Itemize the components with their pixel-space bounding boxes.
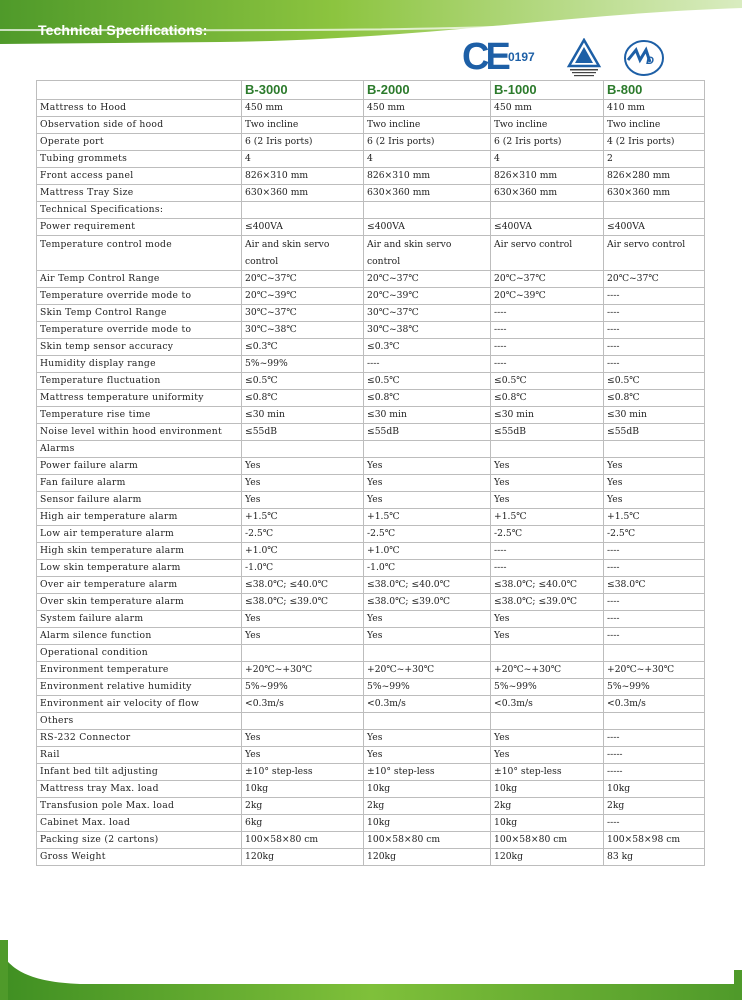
spec-value-cell: Yes bbox=[364, 747, 491, 764]
table-row bbox=[37, 271, 705, 288]
spec-value-cell: +1.5℃ bbox=[364, 509, 491, 526]
footer-band bbox=[0, 940, 742, 1000]
spec-value-cell: 100×58×80 cm bbox=[242, 832, 364, 849]
table-row bbox=[37, 713, 705, 730]
spec-value-cell: ±10° step-less bbox=[491, 764, 604, 781]
spec-value-cell: ≤55dB bbox=[364, 424, 491, 441]
spec-value-cell: ---- bbox=[491, 339, 604, 356]
spec-value-cell: 30℃~37℃ bbox=[364, 305, 491, 322]
spec-label-cell: Operate port bbox=[37, 134, 242, 151]
table-row bbox=[37, 356, 705, 373]
spec-label-cell: Alarm silence function bbox=[37, 628, 242, 645]
spec-value-cell: +20℃~+30℃ bbox=[242, 662, 364, 679]
spec-value-cell: ≤30 min bbox=[242, 407, 364, 424]
spec-value-cell: ---- bbox=[364, 356, 491, 373]
header-cell-b800: B-800 bbox=[604, 81, 705, 100]
ce-mark-logo: CE bbox=[462, 36, 507, 78]
spec-value-cell: 4 bbox=[242, 151, 364, 168]
spec-label-cell: Power requirement bbox=[37, 219, 242, 236]
spec-value-cell: ≤0.5℃ bbox=[242, 373, 364, 390]
spec-value-cell: Yes bbox=[242, 492, 364, 509]
spec-value-cell: 450 mm bbox=[491, 100, 604, 117]
table-row bbox=[37, 475, 705, 492]
spec-label-cell: Mattress Tray Size bbox=[37, 185, 242, 202]
spec-label-cell: Air Temp Control Range bbox=[37, 271, 242, 288]
spec-value-cell: ≤30 min bbox=[364, 407, 491, 424]
spec-value-cell: Yes bbox=[604, 475, 705, 492]
spec-value-cell: ≤0.3℃ bbox=[364, 339, 491, 356]
header-cell-b2000: B-2000 bbox=[364, 81, 491, 100]
spec-label-cell: Low air temperature alarm bbox=[37, 526, 242, 543]
spec-value-cell: Two incline bbox=[604, 117, 705, 134]
spec-value-cell: Yes bbox=[242, 458, 364, 475]
table-row bbox=[37, 441, 705, 458]
spec-value-cell: ≤0.5℃ bbox=[491, 373, 604, 390]
spec-value-cell: ≤38.0℃; ≤39.0℃ bbox=[491, 594, 604, 611]
spec-label-cell: Skin temp sensor accuracy bbox=[37, 339, 242, 356]
table-row bbox=[37, 849, 705, 866]
spec-value-cell: +20℃~+30℃ bbox=[491, 662, 604, 679]
spec-value-cell: Yes bbox=[491, 492, 604, 509]
spec-value-cell: Yes bbox=[604, 458, 705, 475]
spec-value-cell: 20℃~39℃ bbox=[364, 288, 491, 305]
spec-value-cell bbox=[364, 713, 491, 730]
spec-value-cell: 2kg bbox=[364, 798, 491, 815]
table-row bbox=[37, 730, 705, 747]
md-logo bbox=[622, 38, 666, 78]
spec-label-cell: Infant bed tilt adjusting bbox=[37, 764, 242, 781]
spec-value-cell: Yes bbox=[604, 492, 705, 509]
spec-table-body bbox=[37, 100, 705, 866]
spec-value-cell: 120kg bbox=[491, 849, 604, 866]
spec-value-cell: 5%~99% bbox=[604, 679, 705, 696]
spec-label-cell: System failure alarm bbox=[37, 611, 242, 628]
spec-table bbox=[36, 80, 705, 866]
spec-value-cell: -2.5℃ bbox=[364, 526, 491, 543]
spec-value-cell: 100×58×80 cm bbox=[364, 832, 491, 849]
table-row bbox=[37, 696, 705, 713]
spec-value-cell: ---- bbox=[491, 322, 604, 339]
spec-value-cell: <0.3m/s bbox=[491, 696, 604, 713]
spec-value-cell bbox=[364, 441, 491, 458]
spec-value-cell: 630×360 mm bbox=[491, 185, 604, 202]
spec-value-cell: ≤0.5℃ bbox=[604, 373, 705, 390]
spec-label-cell: Front access panel bbox=[37, 168, 242, 185]
spec-value-cell: 20℃~37℃ bbox=[242, 271, 364, 288]
spec-label-cell: Over skin temperature alarm bbox=[37, 594, 242, 611]
spec-value-cell: 10kg bbox=[604, 781, 705, 798]
table-row bbox=[37, 594, 705, 611]
spec-label-cell: Sensor failure alarm bbox=[37, 492, 242, 509]
spec-value-cell: 2kg bbox=[491, 798, 604, 815]
table-row bbox=[37, 492, 705, 509]
spec-value-cell: ≤0.8℃ bbox=[364, 390, 491, 407]
spec-value-cell: ---- bbox=[604, 815, 705, 832]
spec-value-cell: Yes bbox=[364, 492, 491, 509]
spec-value-cell: 6kg bbox=[242, 815, 364, 832]
spec-label-cell: High air temperature alarm bbox=[37, 509, 242, 526]
table-row bbox=[37, 339, 705, 356]
spec-value-cell: 630×360 mm bbox=[242, 185, 364, 202]
spec-label-cell: Transfusion pole Max. load bbox=[37, 798, 242, 815]
spec-value-cell bbox=[242, 202, 364, 219]
spec-value-cell: ---- bbox=[491, 356, 604, 373]
spec-value-cell: ≤0.8℃ bbox=[491, 390, 604, 407]
spec-value-cell: -2.5℃ bbox=[242, 526, 364, 543]
spec-value-cell: ---- bbox=[491, 305, 604, 322]
table-row bbox=[37, 219, 705, 236]
spec-label-cell: Mattress to Hood bbox=[37, 100, 242, 117]
spec-label-cell: Mattress temperature uniformity bbox=[37, 390, 242, 407]
spec-value-cell: +1.5℃ bbox=[491, 509, 604, 526]
spec-value-cell: 83 kg bbox=[604, 849, 705, 866]
spec-value-cell: 450 mm bbox=[364, 100, 491, 117]
table-row bbox=[37, 509, 705, 526]
spec-value-cell bbox=[242, 645, 364, 662]
spec-label-cell: Power failure alarm bbox=[37, 458, 242, 475]
spec-value-cell: Yes bbox=[491, 730, 604, 747]
header-cell-b3000: B-3000 bbox=[242, 81, 364, 100]
table-row bbox=[37, 305, 705, 322]
spec-value-cell: ±10° step-less bbox=[364, 764, 491, 781]
spec-value-cell: +1.0℃ bbox=[364, 543, 491, 560]
spec-value-cell: Yes bbox=[242, 475, 364, 492]
spec-value-cell: 450 mm bbox=[242, 100, 364, 117]
spec-value-cell: ≤38.0℃; ≤40.0℃ bbox=[242, 577, 364, 594]
spec-value-cell: <0.3m/s bbox=[242, 696, 364, 713]
spec-value-cell: ≤55dB bbox=[604, 424, 705, 441]
spec-value-cell bbox=[242, 441, 364, 458]
table-row bbox=[37, 390, 705, 407]
table-row bbox=[37, 526, 705, 543]
spec-value-cell: ---- bbox=[604, 543, 705, 560]
header-cell-b1000: B-1000 bbox=[491, 81, 604, 100]
spec-value-cell: 826×310 mm bbox=[491, 168, 604, 185]
spec-value-cell: 10kg bbox=[364, 815, 491, 832]
spec-value-cell: Yes bbox=[491, 458, 604, 475]
spec-label-cell: Environment air velocity of flow bbox=[37, 696, 242, 713]
spec-value-cell bbox=[604, 441, 705, 458]
table-row bbox=[37, 424, 705, 441]
spec-value-cell: Yes bbox=[242, 730, 364, 747]
spec-value-cell bbox=[364, 645, 491, 662]
spec-value-cell: +1.5℃ bbox=[242, 509, 364, 526]
spec-value-cell bbox=[491, 645, 604, 662]
spec-value-cell: 10kg bbox=[491, 815, 604, 832]
table-row bbox=[37, 781, 705, 798]
spec-value-cell: 4 bbox=[364, 151, 491, 168]
spec-value-cell: ---- bbox=[491, 560, 604, 577]
spec-label-cell: Cabinet Max. load bbox=[37, 815, 242, 832]
spec-value-cell: 100×58×98 cm bbox=[604, 832, 705, 849]
spec-label-cell: Over air temperature alarm bbox=[37, 577, 242, 594]
spec-label-cell: Fan failure alarm bbox=[37, 475, 242, 492]
spec-value-cell: 30℃~37℃ bbox=[242, 305, 364, 322]
spec-label-cell: Humidity display range bbox=[37, 356, 242, 373]
table-row bbox=[37, 679, 705, 696]
spec-value-cell: ≤400VA bbox=[604, 219, 705, 236]
table-header-row bbox=[37, 81, 705, 100]
spec-value-cell bbox=[364, 202, 491, 219]
spec-value-cell: ≤38.0℃; ≤40.0℃ bbox=[491, 577, 604, 594]
tuv-logo bbox=[565, 38, 603, 78]
table-row bbox=[37, 662, 705, 679]
spec-label-cell: Environment relative humidity bbox=[37, 679, 242, 696]
table-row bbox=[37, 117, 705, 134]
spec-value-cell: Yes bbox=[364, 458, 491, 475]
spec-value-cell: ---- bbox=[604, 356, 705, 373]
spec-value-cell: ----- bbox=[604, 747, 705, 764]
spec-value-cell: 826×310 mm bbox=[242, 168, 364, 185]
spec-value-cell: ≤400VA bbox=[364, 219, 491, 236]
spec-label-cell: Temperature control mode bbox=[37, 236, 242, 271]
table-row bbox=[37, 611, 705, 628]
spec-value-cell: ---- bbox=[604, 305, 705, 322]
spec-value-cell: 4 bbox=[491, 151, 604, 168]
spec-value-cell: 120kg bbox=[242, 849, 364, 866]
spec-value-cell: 4 (2 Iris ports) bbox=[604, 134, 705, 151]
header-cell bbox=[37, 81, 242, 100]
spec-value-cell: 6 (2 Iris ports) bbox=[364, 134, 491, 151]
spec-value-cell: ≤0.8℃ bbox=[242, 390, 364, 407]
spec-value-cell: ≤55dB bbox=[242, 424, 364, 441]
spec-label-cell: Environment temperature bbox=[37, 662, 242, 679]
spec-value-cell: 6 (2 Iris ports) bbox=[491, 134, 604, 151]
spec-value-cell: 630×360 mm bbox=[364, 185, 491, 202]
spec-label-cell: Technical Specifications: bbox=[37, 202, 242, 219]
table-row bbox=[37, 288, 705, 305]
spec-value-cell: Yes bbox=[364, 475, 491, 492]
spec-value-cell: ≤38.0℃; ≤40.0℃ bbox=[364, 577, 491, 594]
spec-value-cell: 20℃~37℃ bbox=[491, 271, 604, 288]
spec-value-cell bbox=[604, 202, 705, 219]
spec-value-cell: Two incline bbox=[491, 117, 604, 134]
spec-value-cell: ±10° step-less bbox=[242, 764, 364, 781]
spec-value-cell: ---- bbox=[604, 594, 705, 611]
spec-value-cell: -2.5℃ bbox=[491, 526, 604, 543]
table-row bbox=[37, 832, 705, 849]
spec-label-cell: Temperature override mode to bbox=[37, 322, 242, 339]
spec-value-cell: 826×310 mm bbox=[364, 168, 491, 185]
table-row bbox=[37, 560, 705, 577]
spec-value-cell: ---- bbox=[604, 339, 705, 356]
spec-value-cell bbox=[604, 645, 705, 662]
spec-label-cell: Temperature fluctuation bbox=[37, 373, 242, 390]
spec-label-cell: Alarms bbox=[37, 441, 242, 458]
table-row bbox=[37, 100, 705, 117]
spec-value-cell: ≤400VA bbox=[242, 219, 364, 236]
spec-value-cell: <0.3m/s bbox=[604, 696, 705, 713]
spec-value-cell: Air and skin servo control bbox=[364, 236, 491, 271]
spec-value-cell: Yes bbox=[491, 611, 604, 628]
spec-value-cell: 410 mm bbox=[604, 100, 705, 117]
spec-value-cell: Yes bbox=[491, 747, 604, 764]
spec-value-cell: Yes bbox=[491, 628, 604, 645]
spec-value-cell: 120kg bbox=[364, 849, 491, 866]
table-row bbox=[37, 322, 705, 339]
spec-value-cell: 2kg bbox=[604, 798, 705, 815]
spec-label-cell: Rail bbox=[37, 747, 242, 764]
spec-value-cell bbox=[491, 202, 604, 219]
table-row bbox=[37, 151, 705, 168]
spec-value-cell: ≤400VA bbox=[491, 219, 604, 236]
table-row bbox=[37, 134, 705, 151]
spec-value-cell: +1.0℃ bbox=[242, 543, 364, 560]
spec-label-cell: High skin temperature alarm bbox=[37, 543, 242, 560]
spec-value-cell: 6 (2 Iris ports) bbox=[242, 134, 364, 151]
spec-value-cell: 20℃~39℃ bbox=[491, 288, 604, 305]
spec-value-cell: 30℃~38℃ bbox=[364, 322, 491, 339]
spec-value-cell: 5%~99% bbox=[242, 679, 364, 696]
svg-text:D: D bbox=[646, 55, 654, 67]
spec-value-cell: 10kg bbox=[364, 781, 491, 798]
spec-value-cell: ≤38.0℃ bbox=[604, 577, 705, 594]
spec-value-cell: ≤55dB bbox=[491, 424, 604, 441]
spec-value-cell: -1.0℃ bbox=[242, 560, 364, 577]
spec-value-cell bbox=[491, 441, 604, 458]
ce-number: 0197 bbox=[508, 50, 535, 64]
spec-value-cell: ≤0.5℃ bbox=[364, 373, 491, 390]
spec-value-cell: Air servo control bbox=[604, 236, 705, 271]
table-row bbox=[37, 202, 705, 219]
spec-value-cell bbox=[242, 713, 364, 730]
spec-value-cell: Yes bbox=[364, 628, 491, 645]
spec-value-cell: 2 bbox=[604, 151, 705, 168]
spec-value-cell: Yes bbox=[364, 611, 491, 628]
table-row bbox=[37, 645, 705, 662]
table-row bbox=[37, 798, 705, 815]
spec-value-cell: 100×58×80 cm bbox=[491, 832, 604, 849]
spec-value-cell: ≤30 min bbox=[604, 407, 705, 424]
spec-value-cell: Yes bbox=[242, 611, 364, 628]
spec-value-cell: ≤0.3℃ bbox=[242, 339, 364, 356]
spec-value-cell bbox=[491, 713, 604, 730]
spec-label-cell: Packing size (2 cartons) bbox=[37, 832, 242, 849]
spec-value-cell: 10kg bbox=[491, 781, 604, 798]
spec-value-cell: ----- bbox=[604, 764, 705, 781]
spec-value-cell: Air and skin servo control bbox=[242, 236, 364, 271]
spec-value-cell: 630×360 mm bbox=[604, 185, 705, 202]
spec-label-cell: Tubing grommets bbox=[37, 151, 242, 168]
spec-value-cell: Yes bbox=[491, 475, 604, 492]
spec-label-cell: Temperature override mode to bbox=[37, 288, 242, 305]
spec-value-cell: Yes bbox=[242, 628, 364, 645]
spec-value-cell: 20℃~37℃ bbox=[364, 271, 491, 288]
spec-label-cell: Noise level within hood environment bbox=[37, 424, 242, 441]
spec-value-cell: 20℃~39℃ bbox=[242, 288, 364, 305]
spec-value-cell: +1.5℃ bbox=[604, 509, 705, 526]
spec-value-cell: Two incline bbox=[364, 117, 491, 134]
spec-value-cell: ---- bbox=[604, 730, 705, 747]
table-row bbox=[37, 168, 705, 185]
spec-value-cell: ---- bbox=[604, 560, 705, 577]
table-row bbox=[37, 373, 705, 390]
spec-value-cell: ---- bbox=[604, 628, 705, 645]
spec-value-cell: ≤38.0℃; ≤39.0℃ bbox=[364, 594, 491, 611]
spec-value-cell: +20℃~+30℃ bbox=[364, 662, 491, 679]
spec-value-cell: 5%~99% bbox=[491, 679, 604, 696]
spec-value-cell: 2kg bbox=[242, 798, 364, 815]
spec-label-cell: Operational condition bbox=[37, 645, 242, 662]
spec-value-cell: 5%~99% bbox=[364, 679, 491, 696]
spec-value-cell: ---- bbox=[491, 543, 604, 560]
table-row bbox=[37, 543, 705, 560]
table-row bbox=[37, 185, 705, 202]
spec-value-cell: ---- bbox=[604, 288, 705, 305]
spec-value-cell: +20℃~+30℃ bbox=[604, 662, 705, 679]
spec-value-cell: Two incline bbox=[242, 117, 364, 134]
spec-value-cell: <0.3m/s bbox=[364, 696, 491, 713]
table-row bbox=[37, 747, 705, 764]
spec-value-cell: 10kg bbox=[242, 781, 364, 798]
table-row bbox=[37, 815, 705, 832]
spec-value-cell: ---- bbox=[604, 611, 705, 628]
spec-value-cell: -1.0℃ bbox=[364, 560, 491, 577]
spec-label-cell: Low skin temperature alarm bbox=[37, 560, 242, 577]
spec-label-cell: Skin Temp Control Range bbox=[37, 305, 242, 322]
spec-value-cell: ≤38.0℃; ≤39.0℃ bbox=[242, 594, 364, 611]
spec-value-cell: Yes bbox=[364, 730, 491, 747]
spec-label-cell: Observation side of hood bbox=[37, 117, 242, 134]
table-row bbox=[37, 628, 705, 645]
spec-value-cell bbox=[604, 713, 705, 730]
table-row bbox=[37, 764, 705, 781]
page-title: Technical Specifications: bbox=[38, 22, 208, 38]
spec-value-cell: ≤30 min bbox=[491, 407, 604, 424]
spec-value-cell: 826×280 mm bbox=[604, 168, 705, 185]
table-row bbox=[37, 458, 705, 475]
table-row bbox=[37, 407, 705, 424]
spec-value-cell: -2.5℃ bbox=[604, 526, 705, 543]
spec-label-cell: Gross Weight bbox=[37, 849, 242, 866]
spec-value-cell: 5%~99% bbox=[242, 356, 364, 373]
spec-label-cell: Others bbox=[37, 713, 242, 730]
spec-label-cell: RS-232 Connector bbox=[37, 730, 242, 747]
spec-value-cell: 30℃~38℃ bbox=[242, 322, 364, 339]
spec-value-cell: Yes bbox=[242, 747, 364, 764]
table-row bbox=[37, 577, 705, 594]
spec-value-cell: 20℃~37℃ bbox=[604, 271, 705, 288]
spec-label-cell: Mattress tray Max. load bbox=[37, 781, 242, 798]
spec-label-cell: Temperature rise time bbox=[37, 407, 242, 424]
spec-value-cell: ---- bbox=[604, 322, 705, 339]
table-row bbox=[37, 236, 705, 271]
spec-value-cell: ≤0.8℃ bbox=[604, 390, 705, 407]
spec-value-cell: Air servo control bbox=[491, 236, 604, 271]
